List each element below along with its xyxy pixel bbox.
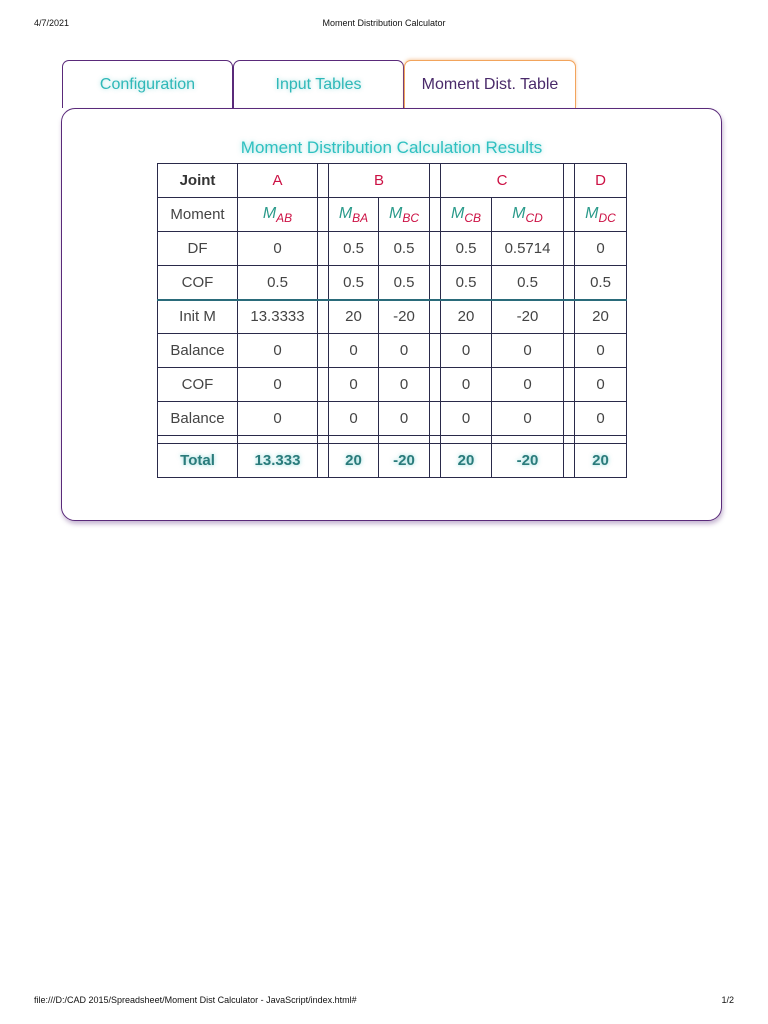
df-cell: 0.5 <box>329 232 379 266</box>
column-separator <box>318 266 329 300</box>
total-cell: 20 <box>575 444 627 478</box>
df-cell: 0 <box>238 232 318 266</box>
balance-row <box>158 334 627 368</box>
cof-carryover-cell: 0 <box>329 368 379 402</box>
moment-cell <box>575 198 627 232</box>
row-label-total: Total <box>158 444 238 478</box>
moment-cell <box>492 198 564 232</box>
moment-cell <box>441 198 492 232</box>
cof-carryover-cell: 0 <box>492 368 564 402</box>
column-separator <box>564 266 575 300</box>
balance-cell: 0 <box>238 402 318 436</box>
column-separator <box>430 436 441 444</box>
moment-symbol: M <box>585 204 599 222</box>
moment-cell <box>329 198 379 232</box>
tab-input-tables[interactable]: Input Tables <box>233 60 404 108</box>
separator-cell <box>329 436 379 444</box>
init-m-cell: 20 <box>441 300 492 334</box>
column-separator <box>564 402 575 436</box>
cof-row <box>158 266 627 300</box>
moment-symbol: M <box>338 204 353 222</box>
print-file-path: file:///D:/CAD 2015/Spreadsheet/Moment Dist Calculator - JavaScript/index.html# <box>34 995 357 1005</box>
moment-subscript: CB <box>464 210 482 225</box>
column-separator <box>318 444 329 478</box>
init-m-cell: 20 <box>329 300 379 334</box>
print-title: Moment Distribution Calculator <box>322 18 446 28</box>
joint-c: C <box>441 164 564 198</box>
balance-cell: 0 <box>329 402 379 436</box>
results-table-wrap <box>157 163 690 497</box>
moment-distribution-table <box>157 163 627 478</box>
joint-b: B <box>329 164 430 198</box>
cof-cell: 0.5 <box>492 266 564 300</box>
moment-subscript: AB <box>276 210 293 225</box>
df-cell: 0.5 <box>441 232 492 266</box>
moment-cell <box>238 198 318 232</box>
separator-cell <box>379 436 430 444</box>
print-page-number: 1/2 <box>721 995 734 1005</box>
total-cell: 20 <box>441 444 492 478</box>
df-cell: 0.5714 <box>492 232 564 266</box>
cof-cell: 0.5 <box>329 266 379 300</box>
df-cell: 0 <box>575 232 627 266</box>
row-label-cof: COF <box>158 266 238 300</box>
row-label-moment: Moment <box>158 198 238 232</box>
column-separator <box>318 368 329 402</box>
moment-subscript: BC <box>402 210 419 225</box>
column-separator <box>564 436 575 444</box>
cof-cell: 0.5 <box>379 266 430 300</box>
column-separator <box>318 334 329 368</box>
column-separator <box>318 300 329 334</box>
row-label-init-m: Init M <box>158 300 238 334</box>
balance-cell: 0 <box>238 334 318 368</box>
column-separator <box>430 198 441 232</box>
column-separator <box>430 402 441 436</box>
column-separator <box>564 444 575 478</box>
print-date: 4/7/2021 <box>34 18 70 28</box>
column-separator <box>430 334 441 368</box>
init-m-cell: 20 <box>575 300 627 334</box>
total-cell: -20 <box>492 444 564 478</box>
balance-cell: 0 <box>575 334 627 368</box>
balance-cell: 0 <box>379 334 430 368</box>
init-m-cell: -20 <box>492 300 564 334</box>
moment-symbol: M <box>262 204 277 222</box>
column-separator <box>318 198 329 232</box>
tab-bar <box>62 60 578 110</box>
total-cell: -20 <box>379 444 430 478</box>
separator-cell <box>575 436 627 444</box>
cof-cell: 0.5 <box>441 266 492 300</box>
df-row <box>158 232 627 266</box>
balance-cell: 0 <box>329 334 379 368</box>
cof-carryover-cell: 0 <box>379 368 430 402</box>
separator-cell <box>441 436 492 444</box>
balance-row <box>158 402 627 436</box>
moment-symbol: M <box>512 204 526 222</box>
results-panel <box>61 108 722 521</box>
df-cell: 0.5 <box>379 232 430 266</box>
row-label-joint: Joint <box>158 164 238 198</box>
print-footer <box>34 995 734 1007</box>
column-separator <box>430 368 441 402</box>
column-separator <box>430 444 441 478</box>
cof-cell: 0.5 <box>238 266 318 300</box>
column-separator <box>564 232 575 266</box>
column-separator <box>430 164 441 198</box>
separator-cell <box>492 436 564 444</box>
column-separator <box>564 368 575 402</box>
joint-a: A <box>238 164 318 198</box>
column-separator <box>564 334 575 368</box>
row-label-balance: Balance <box>158 334 238 368</box>
row-label-balance: Balance <box>158 402 238 436</box>
balance-cell: 0 <box>492 334 564 368</box>
separator-row <box>158 436 627 444</box>
balance-cell: 0 <box>492 402 564 436</box>
balance-cell: 0 <box>441 402 492 436</box>
separator-cell <box>238 436 318 444</box>
balance-cell: 0 <box>379 402 430 436</box>
column-separator <box>430 266 441 300</box>
moment-subscript: DC <box>598 210 616 225</box>
column-separator <box>318 436 329 444</box>
column-separator <box>564 198 575 232</box>
column-separator <box>564 300 575 334</box>
separator-cell <box>158 436 238 444</box>
column-separator <box>564 164 575 198</box>
cof-carryover-cell: 0 <box>575 368 627 402</box>
total-cell: 20 <box>329 444 379 478</box>
moment-symbol: M <box>389 204 403 222</box>
print-header <box>34 18 734 30</box>
total-cell: 13.333 <box>238 444 318 478</box>
column-separator <box>318 164 329 198</box>
column-separator <box>318 402 329 436</box>
total-row <box>158 444 627 478</box>
moment-row <box>158 198 627 232</box>
moment-subscript: BA <box>352 210 369 225</box>
init-m-cell: 13.3333 <box>238 300 318 334</box>
tab-configuration[interactable]: Configuration <box>62 60 233 108</box>
column-separator <box>318 232 329 266</box>
column-separator <box>430 300 441 334</box>
joint-row <box>158 164 627 198</box>
column-separator <box>430 232 441 266</box>
moment-cell <box>379 198 430 232</box>
cof-cell: 0.5 <box>575 266 627 300</box>
tab-moment-dist-table[interactable]: Moment Dist. Table <box>404 60 576 108</box>
init-m-cell: -20 <box>379 300 430 334</box>
moment-subscript: CD <box>525 210 543 225</box>
balance-cell: 0 <box>575 402 627 436</box>
cof-carryover-row <box>158 368 627 402</box>
joint-d: D <box>575 164 627 198</box>
cof-carryover-cell: 0 <box>238 368 318 402</box>
cof-carryover-cell: 0 <box>441 368 492 402</box>
balance-cell: 0 <box>441 334 492 368</box>
moment-symbol: M <box>451 204 465 222</box>
row-label-df: DF <box>158 232 238 266</box>
results-title: Moment Distribution Calculation Results <box>240 138 543 157</box>
init-m-row <box>158 300 627 334</box>
row-label-cof: COF <box>158 368 238 402</box>
